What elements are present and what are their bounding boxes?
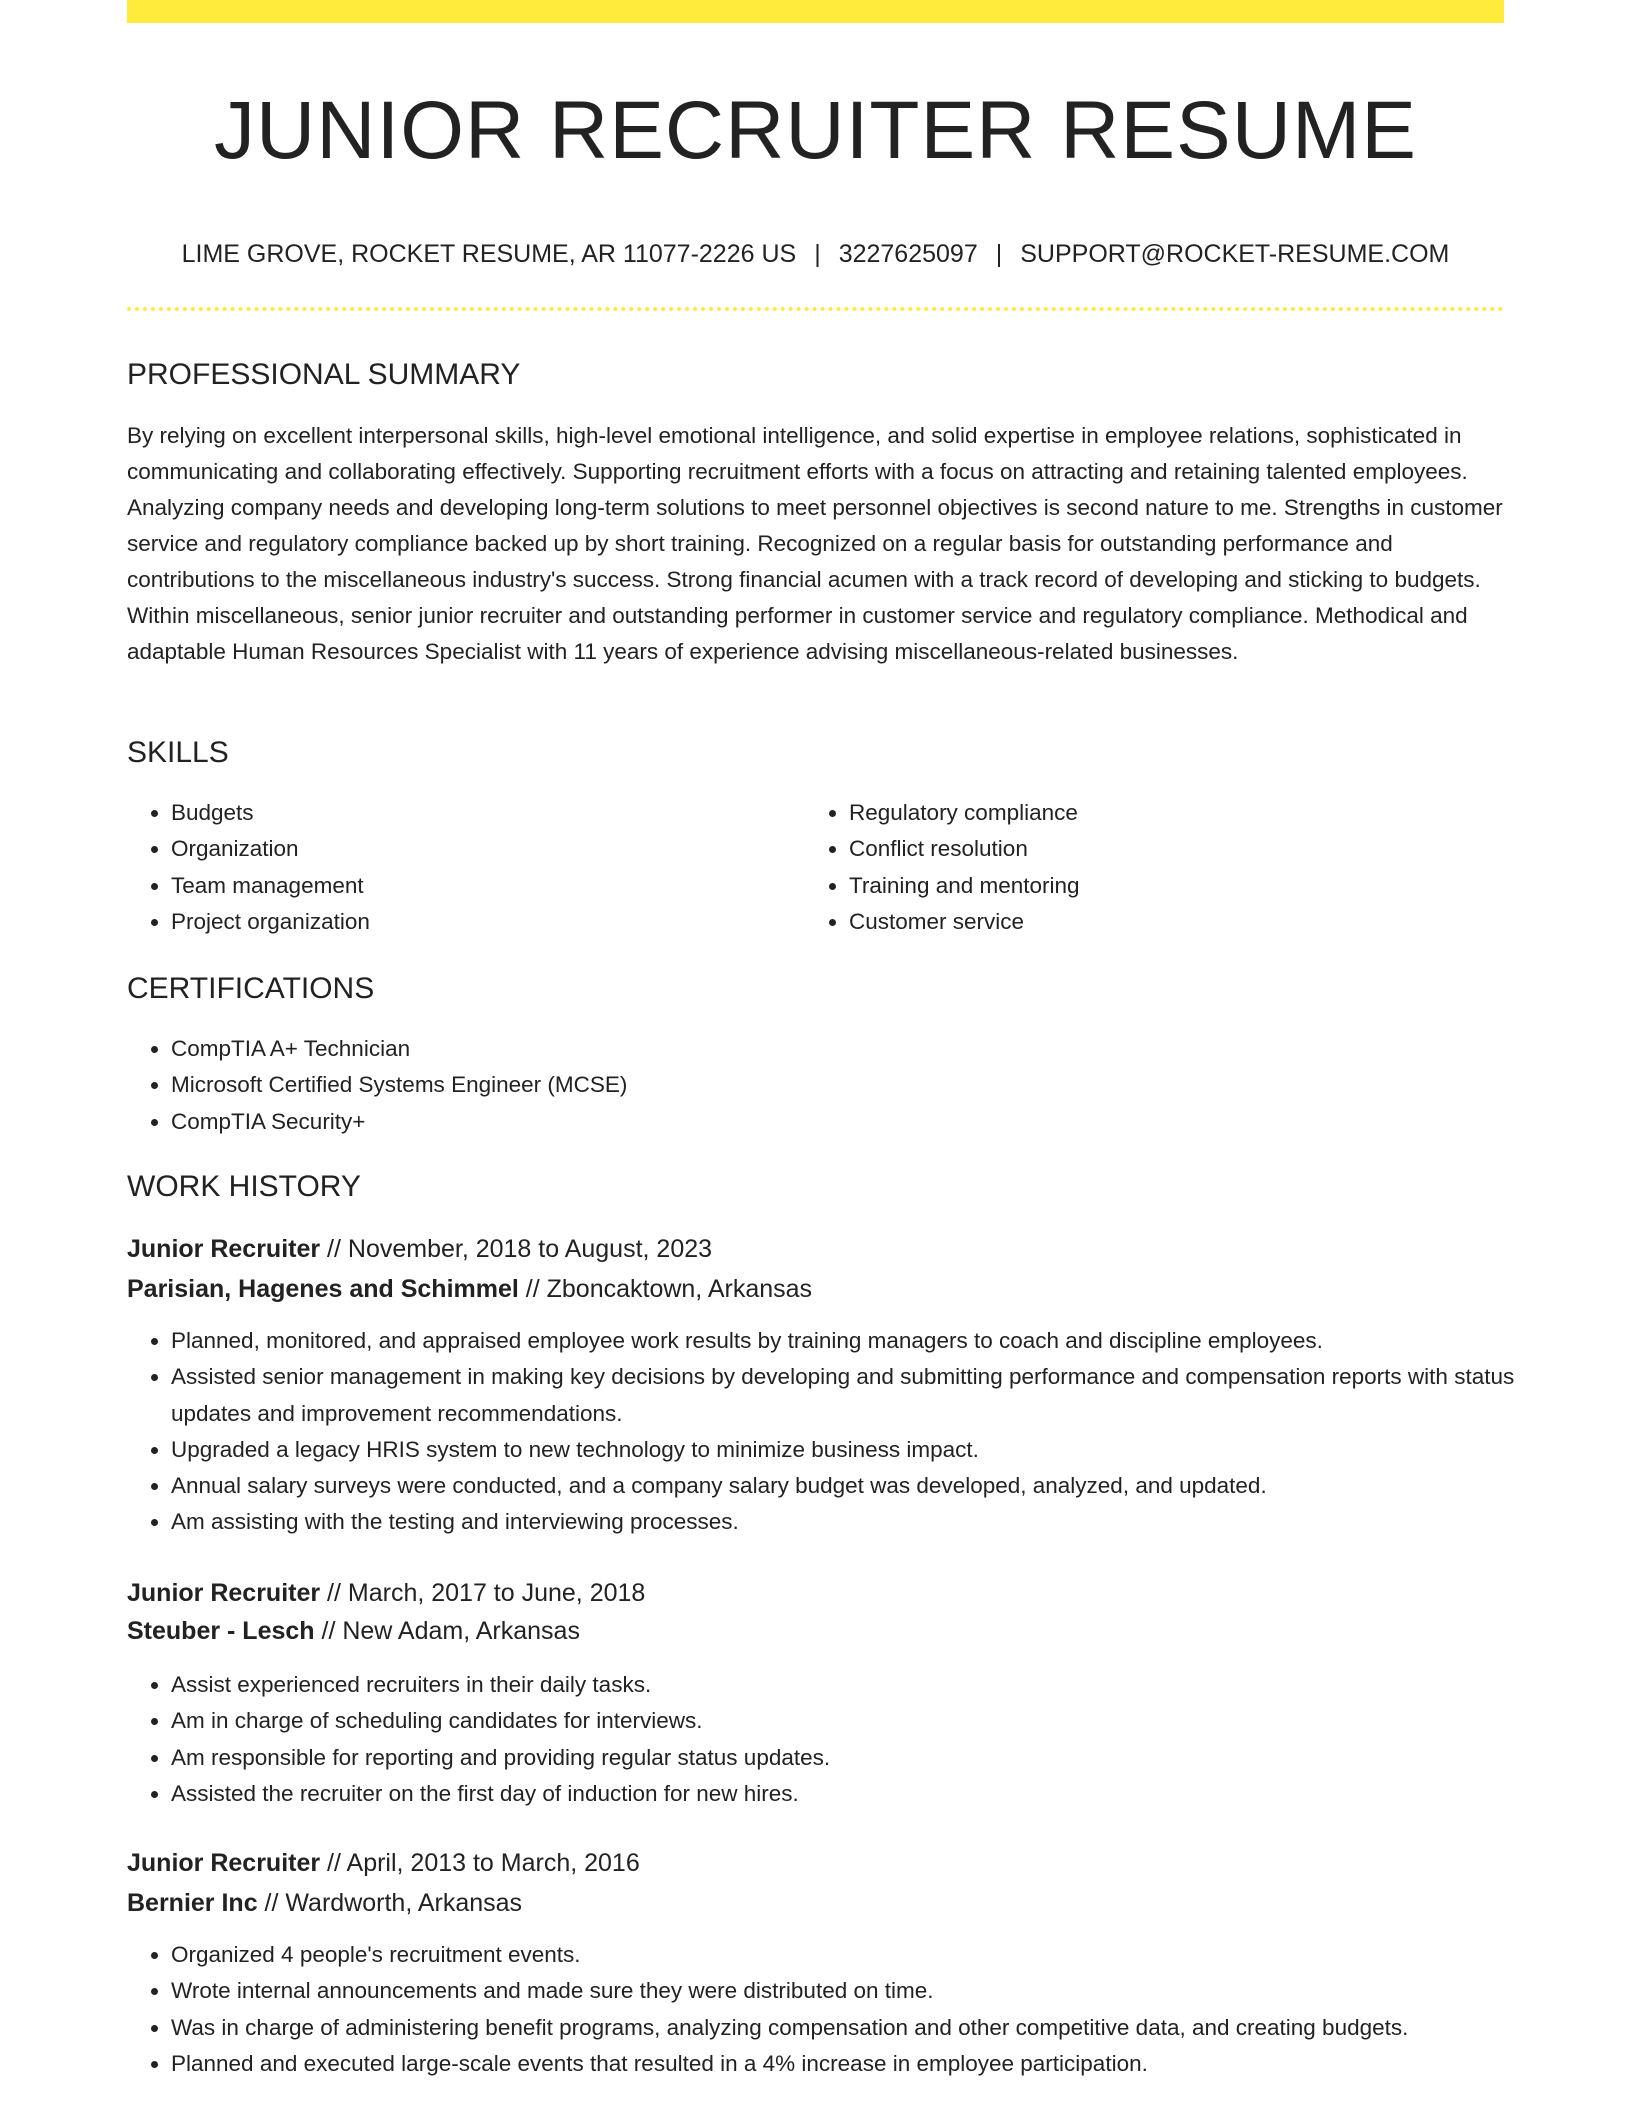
job-company: Bernier Inc [127,1889,258,1917]
contact-line [127,236,1504,272]
job-dates: // March, 2017 to June, 2018 [320,1579,646,1607]
skill-item: • Conflict resolution [849,831,1509,867]
summary-heading: PROFESSIONAL SUMMARY [127,358,521,391]
accent-top-bar [127,0,1504,23]
certifications-list [127,1031,1548,1140]
certifications-heading: CERTIFICATIONS [127,972,375,1005]
job-dates: // November, 2018 to August, 2023 [320,1235,713,1263]
job-title-line [127,1230,1504,1268]
job-company-line [127,1884,1504,1922]
job-bullets [127,1667,1548,1812]
job-bullet: • Wrote internal announcements and made sure they were distributed on time. [171,1973,1548,2009]
resume-title: JUNIOR RECRUITER RESUME [214,85,1417,176]
job-bullet: • Am responsible for reporting and providing regular status updates. [171,1740,1548,1776]
job-bullet: • Was in charge of administering benefit programs, analyzing compensation and other competitive data, and creating budgets. [171,2010,1548,2046]
job-title-line [127,1574,1504,1612]
skill-item: • Team management [171,868,771,904]
job-role: Junior Recruiter [127,1579,321,1607]
skill-item: • Project organization [171,904,771,940]
job-title-line [127,1844,1504,1882]
skill-item: • Customer service [849,904,1509,940]
job-bullet: • Upgraded a legacy HRIS system to new technology to minimize business impact. [171,1432,1548,1468]
job-bullet: • Assisted the recruiter on the first day of induction for new hires. [171,1776,1548,1812]
job-company-line [127,1612,1504,1650]
job-bullet: • Organized 4 people's recruitment events. [171,1937,1548,1973]
certification-item: • CompTIA A+ Technician [171,1031,1548,1067]
contact-address: LIME GROVE, ROCKET RESUME, AR 11077-2226 US [181,240,797,268]
job-location: // Wardworth, Arkansas [257,1889,523,1917]
skill-item: • Organization [171,831,771,867]
skills-list-right [805,795,1509,940]
contact-separator: | [995,240,1003,268]
contact-email: SUPPORT@ROCKET-RESUME.COM [1020,240,1450,268]
contact-phone: 3227625097 [838,240,978,268]
job-company-line [127,1270,1504,1308]
certification-item: • Microsoft Certified Systems Engineer (MCSE) [171,1067,1548,1103]
job-company: Steuber - Lesch [127,1617,315,1645]
job-role: Junior Recruiter [127,1849,321,1877]
job-bullet: • Annual salary surveys were conducted, and a company salary budget was developed, analyzed, and updated. [171,1468,1548,1504]
job-company: Parisian, Hagenes and Schimmel [127,1275,519,1303]
job-bullet: • Assist experienced recruiters in their daily tasks. [171,1667,1548,1703]
job-bullets [127,1323,1548,1541]
skills-list-left [127,795,771,940]
job-bullet: • Am in charge of scheduling candidates for interviews. [171,1703,1548,1739]
skill-item: • Training and mentoring [849,868,1509,904]
certification-item: • CompTIA Security+ [171,1104,1548,1140]
work-history-heading: WORK HISTORY [127,1170,361,1203]
job-bullet: • Assisted senior management in making key decisions by developing and submitting performance and compensation reports with status updates and improvement recommendations. [171,1359,1548,1432]
job-bullet: • Planned and executed large-scale events that resulted in a 4% increase in employee participation. [171,2046,1548,2082]
job-bullets [127,1937,1548,2082]
job-role: Junior Recruiter [127,1235,321,1263]
job-bullet: • Planned, monitored, and appraised employee work results by training managers to coach and discipline employees. [171,1323,1548,1359]
skills-heading: SKILLS [127,736,229,769]
skill-item: • Budgets [171,795,771,831]
skill-item: • Regulatory compliance [849,795,1509,831]
contact-separator: | [814,240,821,268]
job-location: // Zboncaktown, Arkansas [518,1275,813,1303]
resume-page [127,0,1515,2112]
dotted-divider [127,307,1504,311]
job-dates: // April, 2013 to March, 2016 [320,1849,640,1877]
job-location: // New Adam, Arkansas [314,1617,580,1645]
job-bullet: • Am assisting with the testing and interviewing processes. [171,1504,1548,1540]
summary-text: By relying on excellent interpersonal skills, high-level emotional intelligence, and solid expertise in employee relations, sophisticated in communicating and collaborating effectively. Supporting recruitment efforts with a focus on attracting and retaining talented employees. Analyzing company needs and developing long-term solutions to meet personnel objectives is second nature to me. Strengths in customer service and regulatory compliance backed up by short training. Recognized on a regular basis for outstanding performance and contributions to the miscellaneous industry's success. Strong financial acumen with a track record of developing and sticking to budgets. Within miscellaneous, senior junior recruiter and outstanding performer in customer service and regulatory compliance. Methodical and adaptable Human Resources Specialist with 11 years of experience advising miscellaneous-related businesses. [127,423,1503,664]
